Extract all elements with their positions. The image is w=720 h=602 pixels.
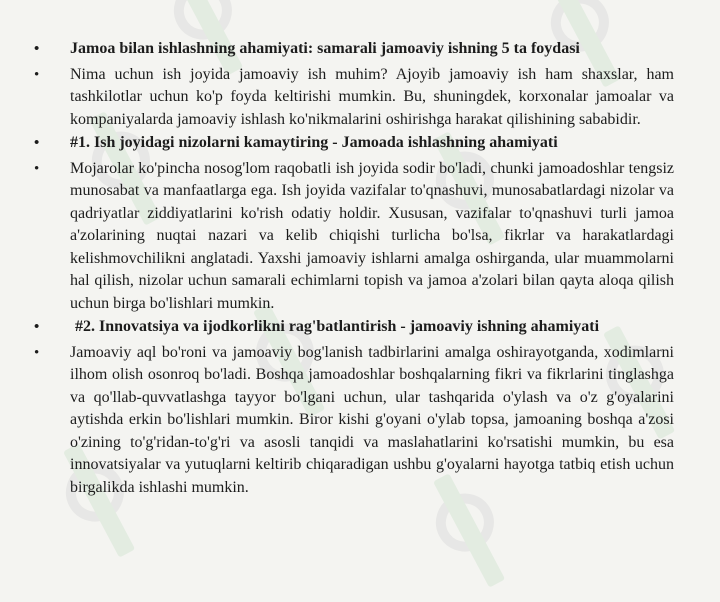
bullet-list bbox=[34, 38, 674, 499]
bullet-icon: • bbox=[34, 41, 40, 57]
bullet-icon: • bbox=[34, 135, 40, 151]
list-item-paragraph bbox=[34, 64, 674, 132]
bullet-icon: • bbox=[34, 160, 40, 177]
list-item-heading bbox=[34, 316, 674, 339]
list-item-paragraph bbox=[34, 342, 674, 500]
heading-text: #1. Ish joyidagi nizolarni kamaytiring - Jamoada ishlashning ahamiyati bbox=[70, 134, 558, 151]
list-item-paragraph bbox=[34, 158, 674, 316]
list-item-heading bbox=[34, 132, 674, 155]
list-item-heading bbox=[34, 38, 674, 61]
heading-text: Jamoa bilan ishlashning ahamiyati: samarali jamoaviy ishning 5 ta foydasi bbox=[70, 40, 580, 57]
bullet-icon: • bbox=[34, 66, 40, 83]
paragraph-text: Mojarolar ko'pincha nosog'lom raqobatli ish joyida sodir bo'ladi, chunki jamoadoshlar tengsiz munosabat va manfaatlarga ega. Ish joyida vazifalar to'qnashuvi, munosabatlardagi nizolar va qadriyatlar ziddiyatlarini ko'rish odatiy holdir. Xususan, vazifalar to'qnashuvi turli jamoa a'zolarining nuqtai nazari va kelib chiqishi turlicha bo'lsa, fikrlar va harakatlardagi kelishmovchilikni anglatadi. Yaxshi jamoaviy ishlarni amalga oshirganda, ular muammolarni hal qilish, nizolar uchun samarali echimlarni topish va jamoa a'zolari bilan qayta aloqa qilish uchun birga bo'lishlari mumkin. bbox=[70, 159, 674, 312]
bullet-icon: • bbox=[34, 319, 40, 335]
heading-text: #2. Innovatsiya va ijodkorlikni rag'batlantirish - jamoaviy ishning ahamiyati bbox=[75, 318, 600, 335]
paragraph-text: Nima uchun ish joyida jamoaviy ish muhim? Ajoyib jamoaviy ish ham shaxslar, ham tashkilotlar uchun ko'p foyda keltirishi mumkin. Bu, shuningdek, korxonalar jamoalar va kompaniyalarda jamoaviy ishlash ko'nikmalarini oshirishga harakat qilishining sababidir. bbox=[70, 65, 674, 128]
paragraph-text: Jamoaviy aql bo'roni va jamoaviy bog'lanish tadbirlarini amalga oshirayotganda, xodimlarni ilhom olish osonroq bo'ladi. Boshqa jamoadoshlar boshqalarning fikri va fikrlarini tinglashga va qo'llab-quvvatlashga tayyor bo'lgani uchun, ular tashqarida o'ylash va o'z g'oyalarini aytishda erkin bo'lishlari mumkin. Biror kishi g'oyani o'ylab topsa, jamoaning boshqa a'zosi o'zining to'g'ridan-to'g'ri va asosli tanqidi va maslahatlarini ko'rsatishi mumkin, bu esa innovatsiyalar va yutuqlarni keltirib chiqaradigan ushbu g'oyalarni hayotga tatbiq etish uchun birgalikda ishlashi mumkin. bbox=[70, 343, 674, 496]
bullet-icon: • bbox=[34, 344, 40, 361]
